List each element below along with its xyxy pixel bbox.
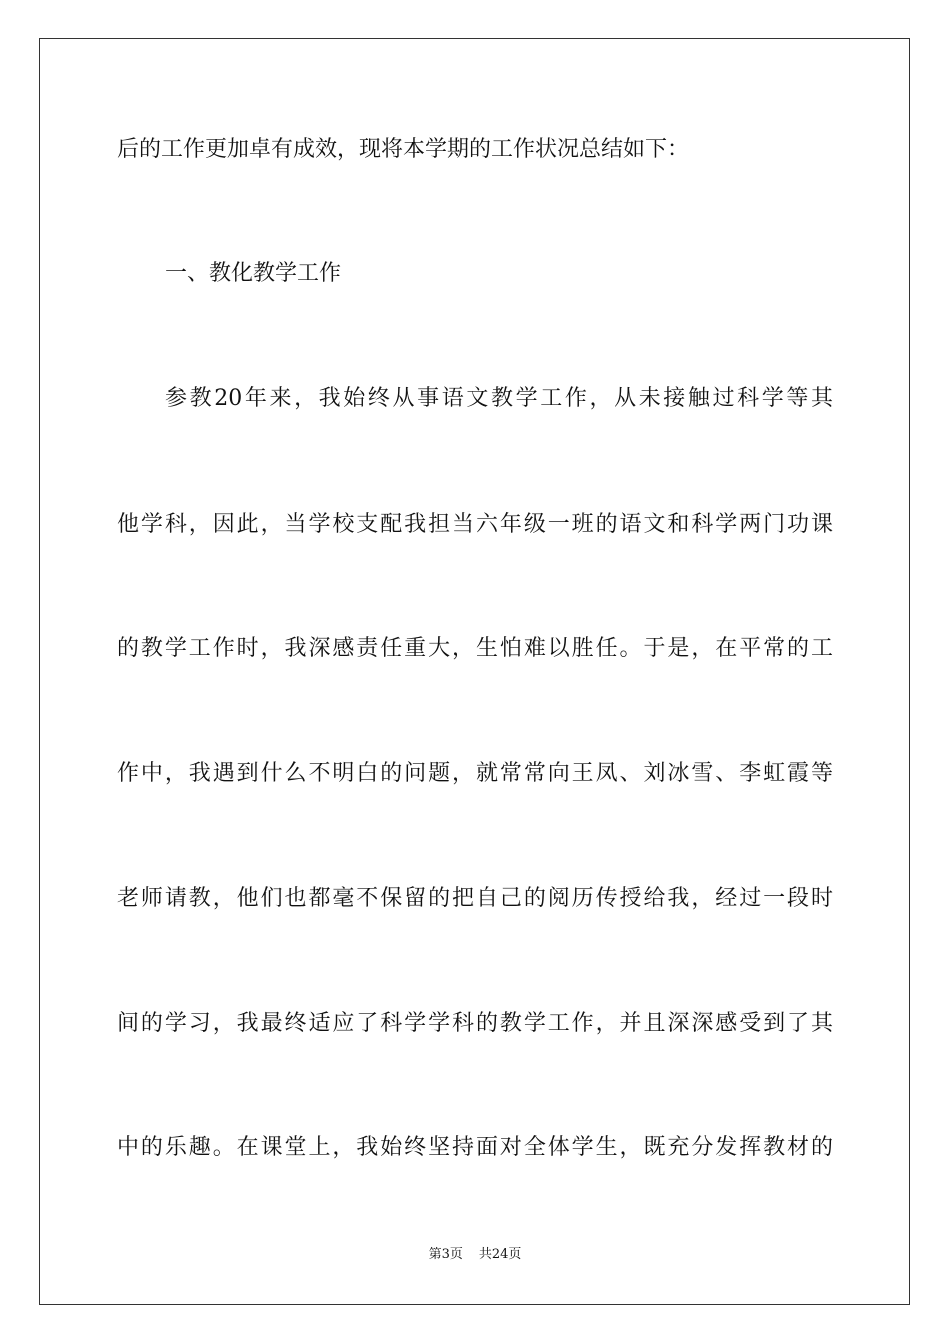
page-number: 第3页 [428,1247,463,1262]
page-footer [0,1246,950,1264]
body-line-5: 的教学工作时，我深感责任重大，生怕难以胜任。于是，在平常的工 [117,636,833,661]
body-line-3: 参教20年来，我始终从事语文教学工作，从未接触过科学等其 [165,386,833,411]
page-total: 共24页 [478,1247,522,1262]
body-line-9: 中的乐趣。在课堂上，我始终坚持面对全体学生，既充分发挥教材的 [117,1135,833,1160]
body-line-8: 间的学习，我最终适应了科学学科的教学工作，并且深深感受到了其 [117,1011,833,1036]
body-line-6: 作中，我遇到什么不明白的问题，就常常向王凤、刘冰雪、李虹霞等 [117,761,833,786]
section-heading: 一、教化教学工作 [165,261,342,286]
body-line-1: 后的工作更加卓有成效，现将本学期的工作状况总结如下： [117,137,690,162]
body-line-4: 他学科，因此，当学校支配我担当六年级一班的语文和科学两门功课 [117,512,833,537]
page-border [39,38,910,1305]
body-line-7: 老师请教，他们也都毫不保留的把自己的阅历传授给我，经过一段时 [117,886,833,911]
